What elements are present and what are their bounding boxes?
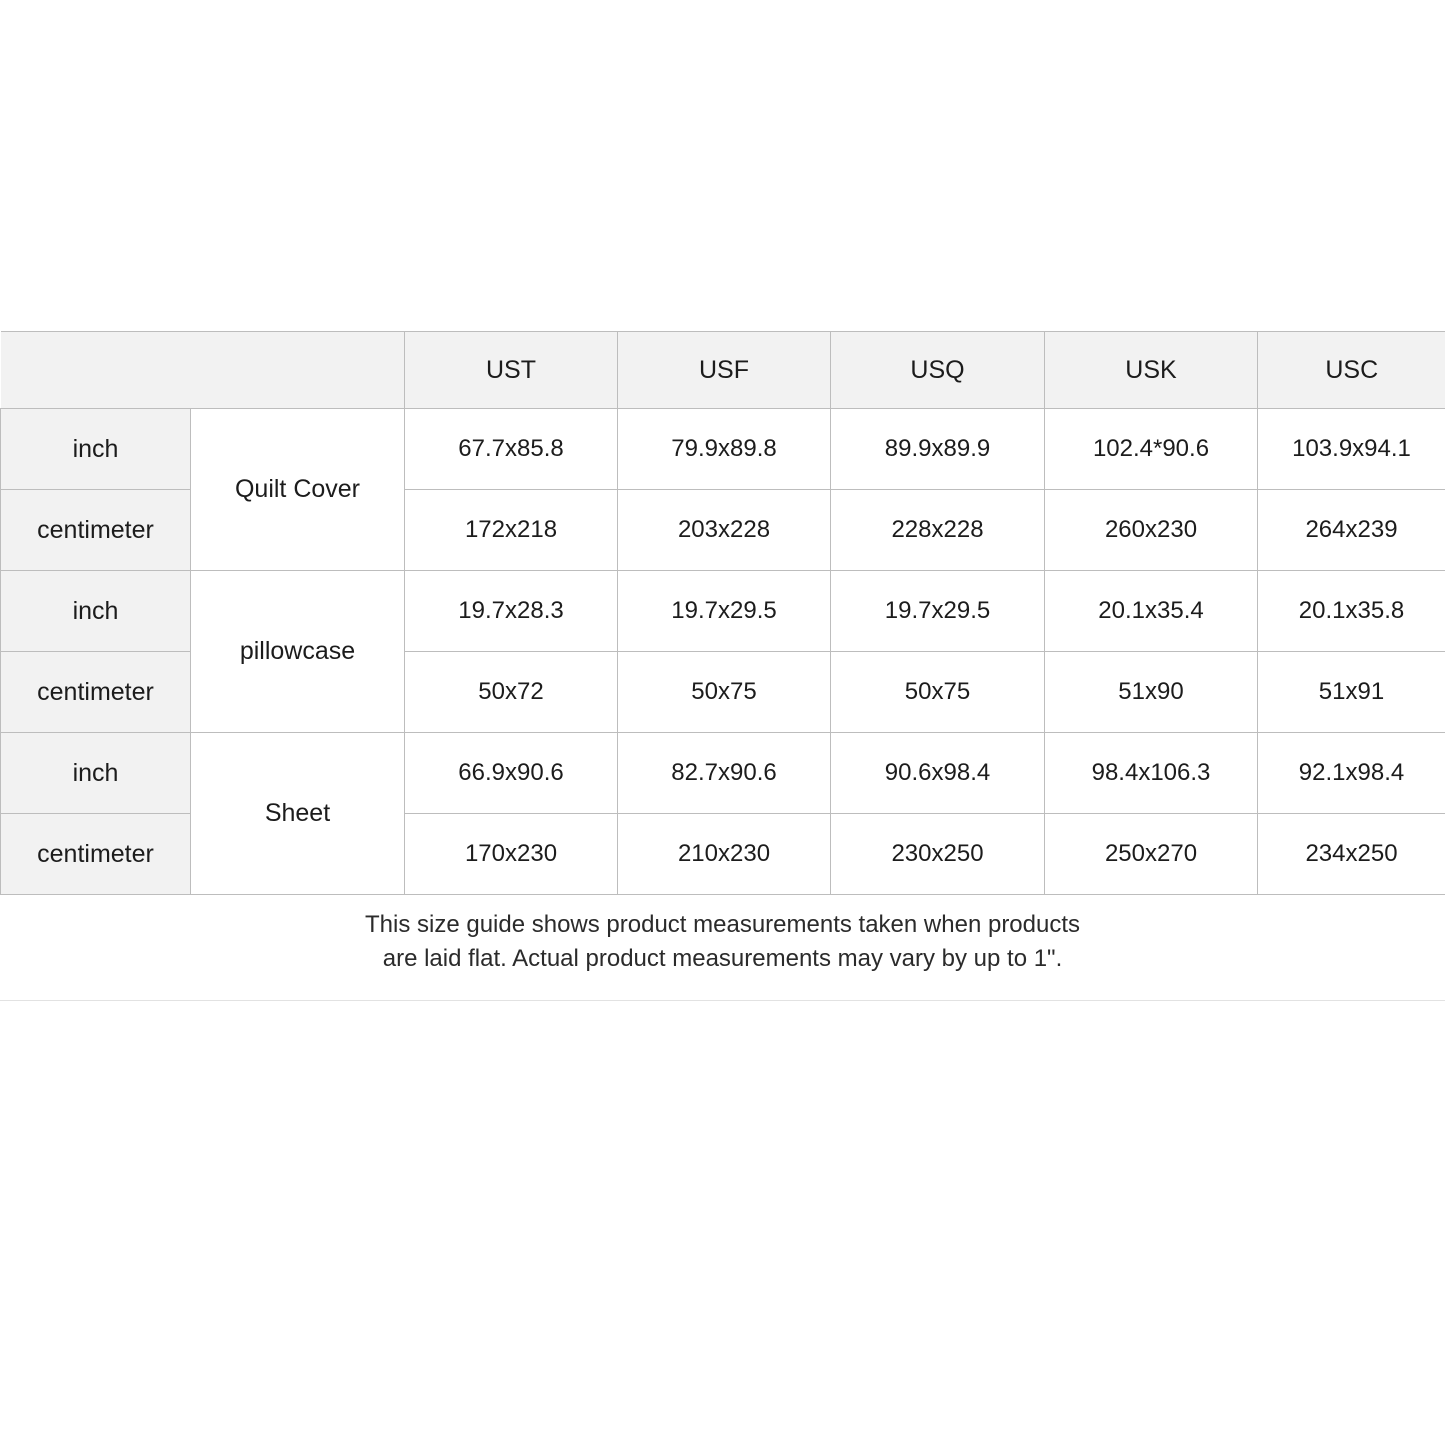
cell-value: 50x75 [831,652,1045,733]
cell-value: 51x90 [1045,652,1258,733]
note-line-2: are laid flat. Actual product measurements may vary by up to 1". [382,945,1063,973]
unit-label-centimeter: centimeter [1,490,191,571]
item-label-sheet: Sheet [191,733,405,895]
cell-value: 210x230 [618,814,831,895]
cell-value: 98.4x106.3 [1045,733,1258,814]
cell-value: 92.1x98.4 [1258,733,1445,814]
cell-value: 19.7x29.5 [618,571,831,652]
header-corner [1,332,405,409]
note-line-1: This size guide shows product measurements taken when products [364,911,1081,938]
column-header-usq: USQ [831,332,1045,409]
cell-value: 234x250 [1258,814,1445,895]
cell-value: 20.1x35.8 [1258,571,1445,652]
cell-value: 50x75 [618,652,831,733]
column-header-usk: USK [1045,332,1258,409]
table-row [1,409,1445,490]
cell-value: 20.1x35.4 [1045,571,1258,652]
cell-value: 228x228 [831,490,1045,571]
cell-value: 19.7x29.5 [831,571,1045,652]
cell-value: 203x228 [618,490,831,571]
unit-label-centimeter: centimeter [1,814,191,895]
cell-value: 250x270 [1045,814,1258,895]
header-row [1,332,1445,409]
column-header-usc: USC [1258,332,1445,409]
cell-value: 102.4*90.6 [1045,409,1258,490]
size-chart-container [0,331,1445,895]
size-guide-note [0,908,1445,976]
cell-value: 67.7x85.8 [405,409,618,490]
unit-label-centimeter: centimeter [1,652,191,733]
cell-value: 170x230 [405,814,618,895]
unit-label-inch: inch [1,409,191,490]
cell-value: 103.9x94.1 [1258,409,1445,490]
unit-label-inch: inch [1,571,191,652]
cell-value: 260x230 [1045,490,1258,571]
item-label-pillowcase: pillowcase [191,571,405,733]
unit-label-inch: inch [1,733,191,814]
cell-value: 90.6x98.4 [831,733,1045,814]
cell-value: 230x250 [831,814,1045,895]
cell-value: 50x72 [405,652,618,733]
table-row [1,733,1445,814]
bottom-divider [0,1000,1445,1001]
cell-value: 79.9x89.8 [618,409,831,490]
column-header-ust: UST [405,332,618,409]
table-body [1,409,1445,895]
cell-value: 264x239 [1258,490,1445,571]
column-header-usf: USF [618,332,831,409]
size-chart-table [0,331,1445,895]
cell-value: 89.9x89.9 [831,409,1045,490]
table-header [1,332,1445,409]
cell-value: 66.9x90.6 [405,733,618,814]
table-row [1,571,1445,652]
cell-value: 172x218 [405,490,618,571]
cell-value: 82.7x90.6 [618,733,831,814]
cell-value: 19.7x28.3 [405,571,618,652]
cell-value: 51x91 [1258,652,1445,733]
item-label-quilt-cover: Quilt Cover [191,409,405,571]
